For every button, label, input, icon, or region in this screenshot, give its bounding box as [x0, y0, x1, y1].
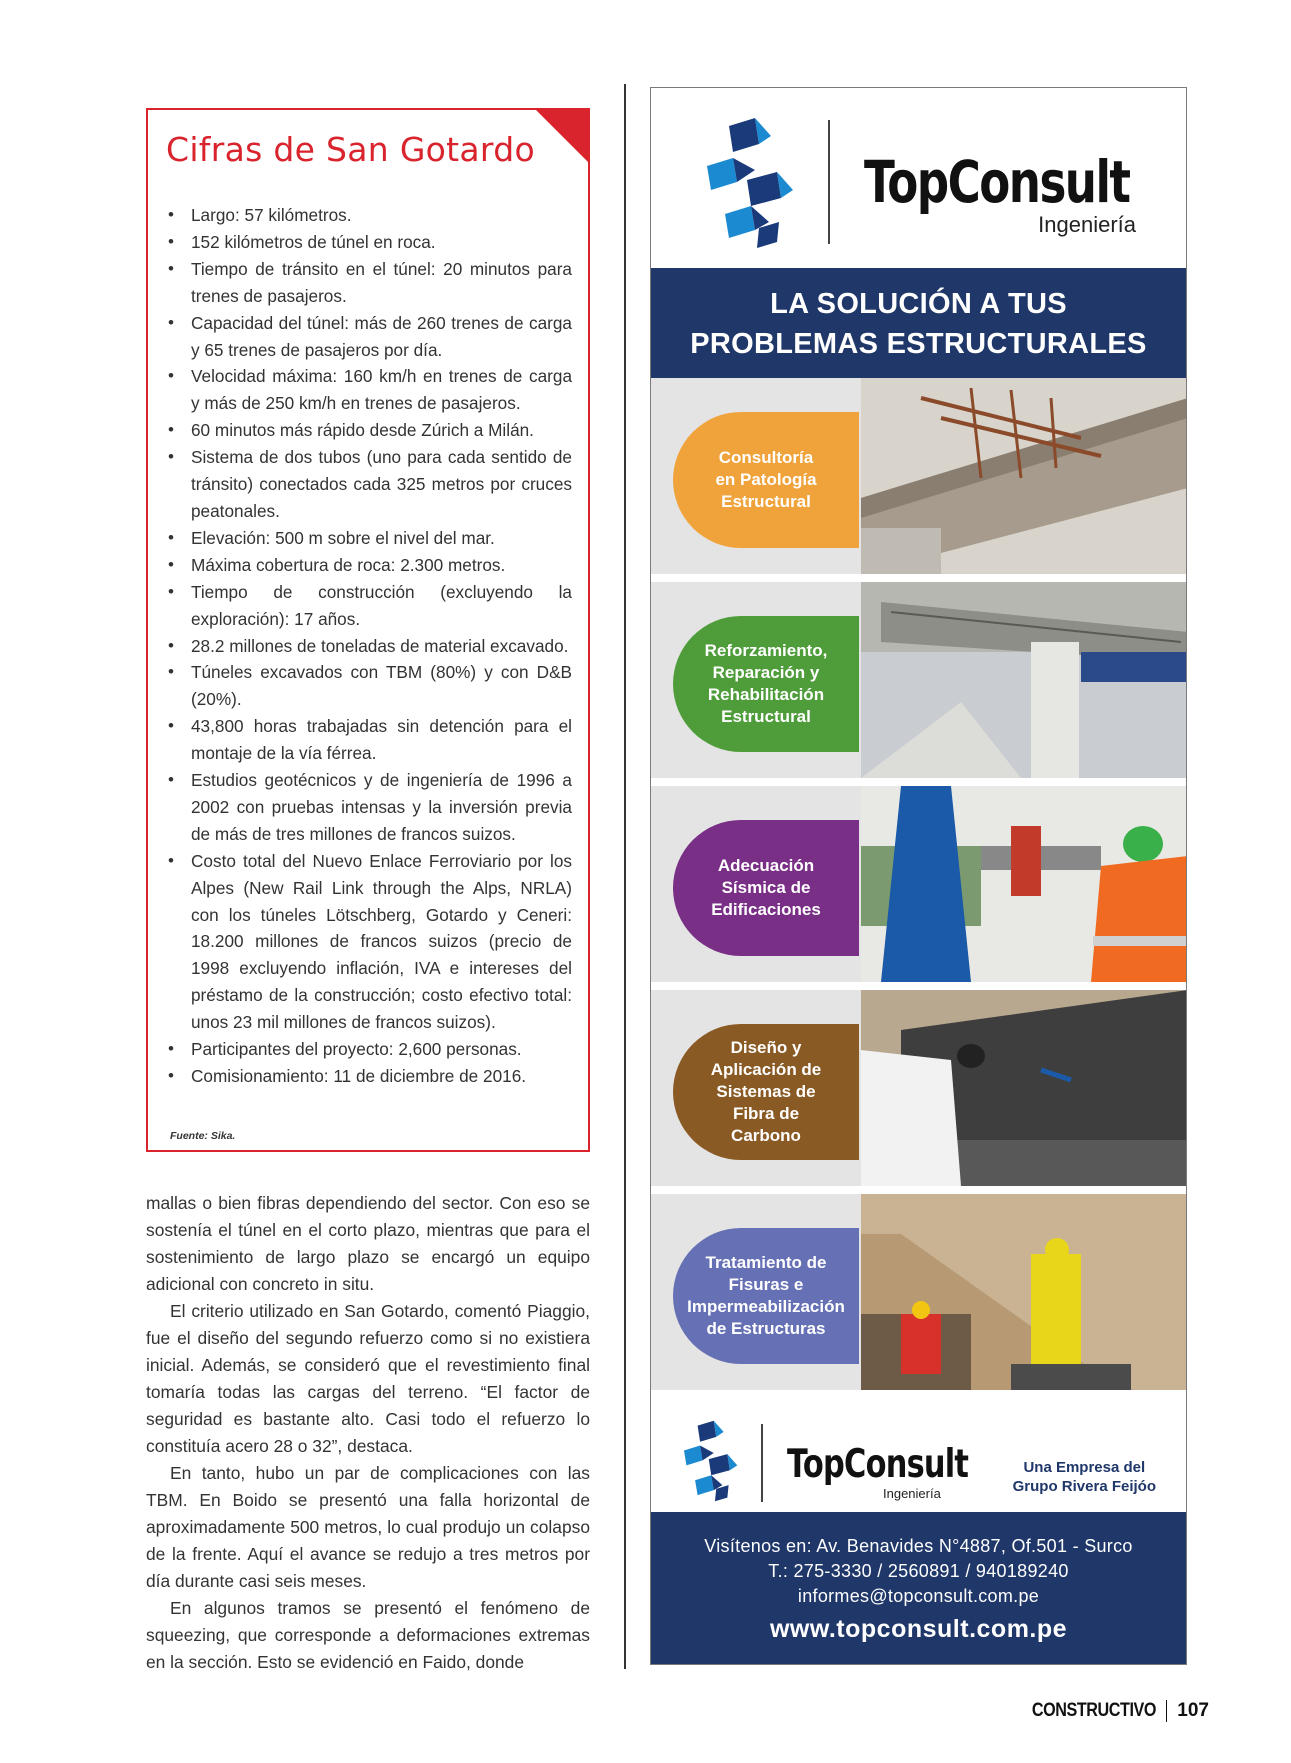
list-item: • Elevación: 500 m sobre el nivel del mar.	[166, 525, 572, 552]
paragraph: En tanto, hubo un par de complicaciones con las TBM. En Boido se presentó una falla horizontal de aproximadamente 500 metros, lo cual produjo un colapso de la frente. Aquí el avance se redujo a tres metros por día durante casi seis meses.	[146, 1463, 590, 1591]
paragraph: mallas o bien fibras dependiendo del sector. Con eso se sostenía el túnel en el corto plazo, mientras que para el sostenimiento de largo plazo se encargó un equipo adicional con concreto in situ.	[146, 1193, 590, 1294]
waterproofing-photo	[861, 1194, 1187, 1390]
banner-line: PROBLEMAS ESTRUCTURALES	[690, 328, 1147, 360]
ad-footer-brand	[651, 1402, 1186, 1512]
list-item: • Tiempo de tránsito en el túnel: 20 minutos para trenes de pasajeros.	[166, 256, 572, 310]
website-text: www.topconsult.com.pe	[769, 1615, 1068, 1643]
service-pill: Consultoría en Patología Estructural	[673, 412, 859, 548]
factbox	[146, 108, 590, 1152]
contact-panel	[651, 1512, 1186, 1665]
list-item: • Costo total del Nuevo Enlace Ferroviario por los Alpes (New Rail Link through the Alps, NRLA) con los túneles Lötschberg, Gotardo y Ceneri: 18.200 millones de francos suizos (precio de 1998 excluyendo inflación, IVA e intereses del préstamo de la construcción; costo efectivo total: unos 23 mil millones de francos suizos).	[166, 848, 572, 1036]
list-item: • 43,800 horas trabajadas sin detención para el montaje de la vía férrea.	[166, 713, 572, 767]
service-pill: Reforzamiento, Reparación y Rehabilitación Estructural	[673, 616, 859, 752]
list-item: • Túneles excavados con TBM (80%) y con D&B (20%).	[166, 659, 572, 713]
ad-banner	[651, 268, 1186, 378]
paragraph: En algunos tramos se presentó el fenómeno de squeezing, que corresponde a deformaciones extremas en la sección. Esto se evidenció en Faido, donde	[146, 1598, 590, 1672]
topconsult-logo-icon	[679, 1420, 741, 1502]
list-item: • 60 minutos más rápido desde Zúrich a Milán.	[166, 417, 572, 444]
brand-name: TopConsult	[864, 148, 1130, 216]
paragraph: El criterio utilizado en San Gotardo, comentó Piaggio, fue el diseño del segundo refuerzo como si no existiera inicial. Además, se consideró que el revestimiento final tomaría todas las cargas del terreno. “El factor de seguridad es bastante alto. Casi todo el refuerzo lo constituía acero 28 o 32”, destaca.	[146, 1301, 590, 1456]
list-item: • Participantes del proyecto: 2,600 personas.	[166, 1036, 572, 1063]
service-row	[651, 990, 1186, 1190]
list-item: • Tiempo de construcción (excluyendo la exploración): 17 años.	[166, 579, 572, 633]
page-footer	[1010, 1700, 1209, 1722]
address-text: Visítenos en: Av. Benavides N°4887, Of.501 - Surco	[704, 1536, 1133, 1556]
factbox-list	[166, 202, 572, 1090]
list-item: • Estudios geotécnicos y de ingeniería de 1996 a 2002 con pruebas intensas y la inversión previa de más de tres millones de francos suizos.	[166, 767, 572, 848]
list-item: • Velocidad máxima: 160 km/h en trenes de carga y más de 250 km/h en trenes de pasajeros.	[166, 363, 572, 417]
topconsult-advertisement	[650, 87, 1187, 1665]
drilling-worker-photo	[861, 786, 1187, 982]
service-row	[651, 378, 1186, 578]
page-number: 107	[1177, 1700, 1209, 1721]
reinforcement-photo	[861, 582, 1187, 778]
footer-separator	[1166, 1700, 1168, 1722]
list-item: • Máxima cobertura de roca: 2.300 metros.	[166, 552, 572, 579]
service-pill: Adecuación Sísmica de Edificaciones	[673, 820, 859, 956]
factbox-title: Cifras de San Gotardo	[166, 130, 535, 169]
brand-name: TopConsult	[787, 1442, 969, 1487]
service-pill: Diseño y Aplicación de Sistemas de Fibra de Carbono	[673, 1024, 859, 1160]
topconsult-logo-icon	[699, 118, 799, 248]
list-item: • Largo: 57 kilómetros.	[166, 202, 572, 229]
list-item: • 28.2 millones de toneladas de material excavado.	[166, 633, 572, 660]
group-line: Grupo Rivera Feijóo	[1012, 1478, 1156, 1495]
service-row	[651, 786, 1186, 986]
brand-subtitle: Ingeniería	[1038, 212, 1136, 237]
factbox-source: Fuente: Sika.	[170, 1130, 236, 1142]
magazine-name: CONSTRUCTIVO	[1031, 1700, 1156, 1721]
list-item: • Sistema de dos tubos (uno para cada sentido de tránsito) conectados cada 325 metros por cruces peatonales.	[166, 444, 572, 525]
service-list	[651, 378, 1186, 1402]
group-line: Una Empresa del	[1023, 1459, 1146, 1476]
article-body	[146, 1190, 590, 1676]
ad-header	[651, 88, 1186, 268]
list-item: • Capacidad del túnel: más de 260 trenes de carga y 65 trenes de pasajeros por día.	[166, 310, 572, 364]
logo-divider	[761, 1424, 763, 1502]
list-item: • 152 kilómetros de túnel en roca.	[166, 229, 572, 256]
group-text	[1013, 1458, 1156, 1496]
brand-subtitle: Ingeniería	[883, 1486, 941, 1501]
banner-line: LA SOLUCIÓN A TUS	[770, 288, 1067, 320]
email-text: informes@topconsult.com.pe	[797, 1586, 1040, 1606]
column-divider	[624, 84, 626, 1669]
carbon-fiber-photo	[861, 990, 1187, 1186]
service-pill: Tratamiento de Fisuras e Impermeabilización de Estructuras	[673, 1228, 859, 1364]
phone-text: T.: 275-3330 / 2560891 / 940189240	[768, 1561, 1069, 1581]
factbox-corner-triangle	[534, 108, 590, 164]
concrete-beam-photo	[861, 378, 1187, 574]
service-row	[651, 1194, 1186, 1394]
list-item: • Comisionamiento: 11 de diciembre de 2016.	[166, 1063, 572, 1090]
logo-divider	[828, 120, 830, 244]
service-row	[651, 582, 1186, 782]
